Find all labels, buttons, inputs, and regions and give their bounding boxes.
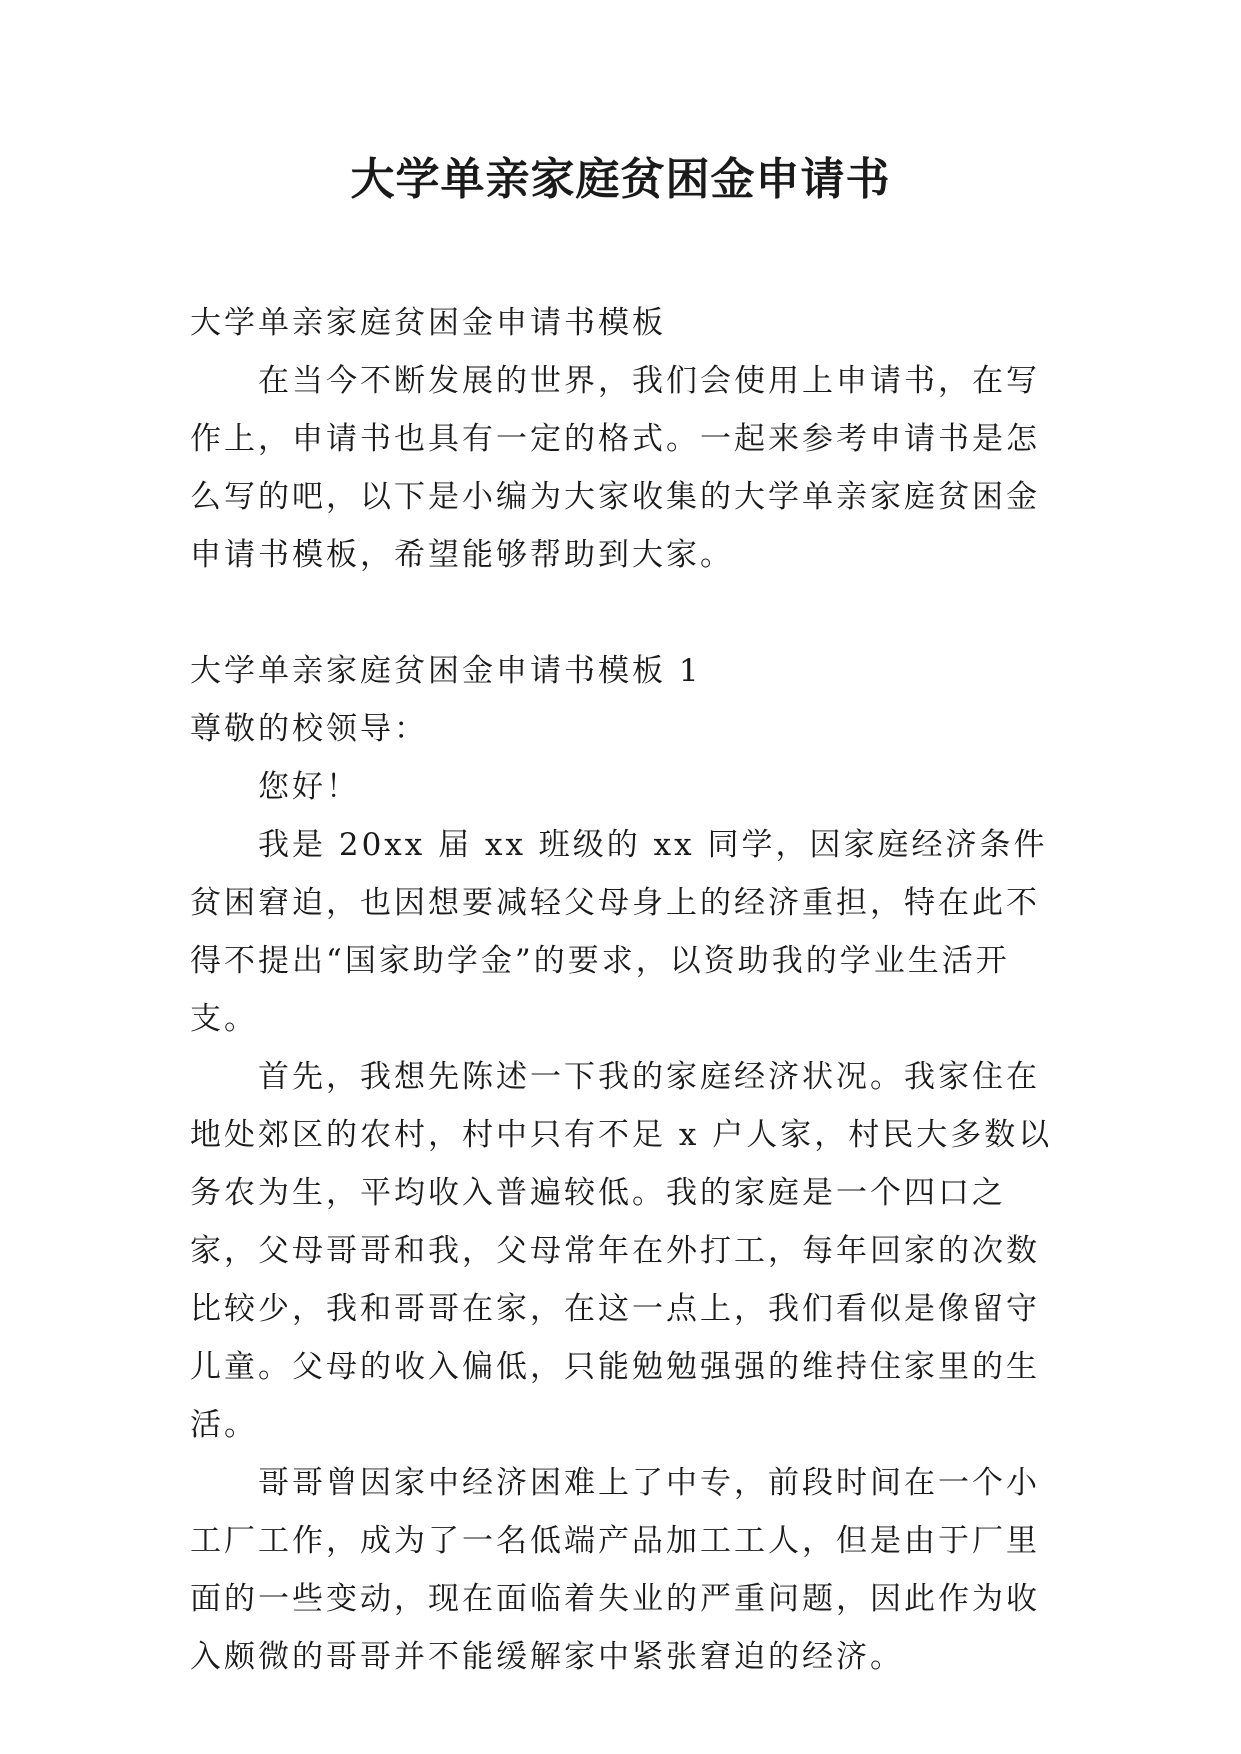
salutation: 尊敬的校领导： <box>190 711 428 747</box>
intro-paragraph: 在当今不断发展的世界，我们会使用上申请书，在写作上，申请书也具有一定的格式。一起来参考申请书是怎么写的吧，以下是小编为大家收集的大学单亲家庭贫困金申请书模板，希望能够帮助到大家。 <box>190 363 1040 573</box>
body-paragraph: 哥哥曾因家中经济困难上了中专，前段时间在一个小工厂工作，成为了一名低端产品加工工人，但是由于厂里面的一些变动，现在面临着失业的严重问题，因此作为收入颇微的哥哥并不能缓解家中紧张窘迫的经济。 <box>190 1465 1040 1675</box>
section-spacer <box>190 584 1060 642</box>
section-heading: 大学单亲家庭贫困金申请书模板 1 <box>190 653 702 689</box>
template-subtitle: 大学单亲家庭贫困金申请书模板 <box>190 305 666 341</box>
document-title: 大学单亲家庭贫困金申请书 <box>350 154 891 205</box>
greeting: 您好！ <box>258 769 360 805</box>
document-body <box>190 294 1060 1686</box>
body-paragraph: 首先，我想先陈述一下我的家庭经济状况。我家住在地处郊区的农村，村中只有不足 x 户人家，村民大多数以务农为生，平均收入普遍较低。我的家庭是一个四口之家，父母哥哥和我，父母常年在外打工，每年回家的次数比较少，我和哥哥在家，在这一点上，我们看似是像留守儿童。父母的收入偏低，只能勉勉强强的维持住家里的生活。 <box>190 1059 1053 1443</box>
body-paragraph: 我是 20xx 届 xx 班级的 xx 同学，因家庭经济条件贫困窘迫，也因想要减轻父母身上的经济重担，特在此不得不提出“国家助学金”的要求，以资助我的学业生活开支。 <box>190 827 1048 1037</box>
